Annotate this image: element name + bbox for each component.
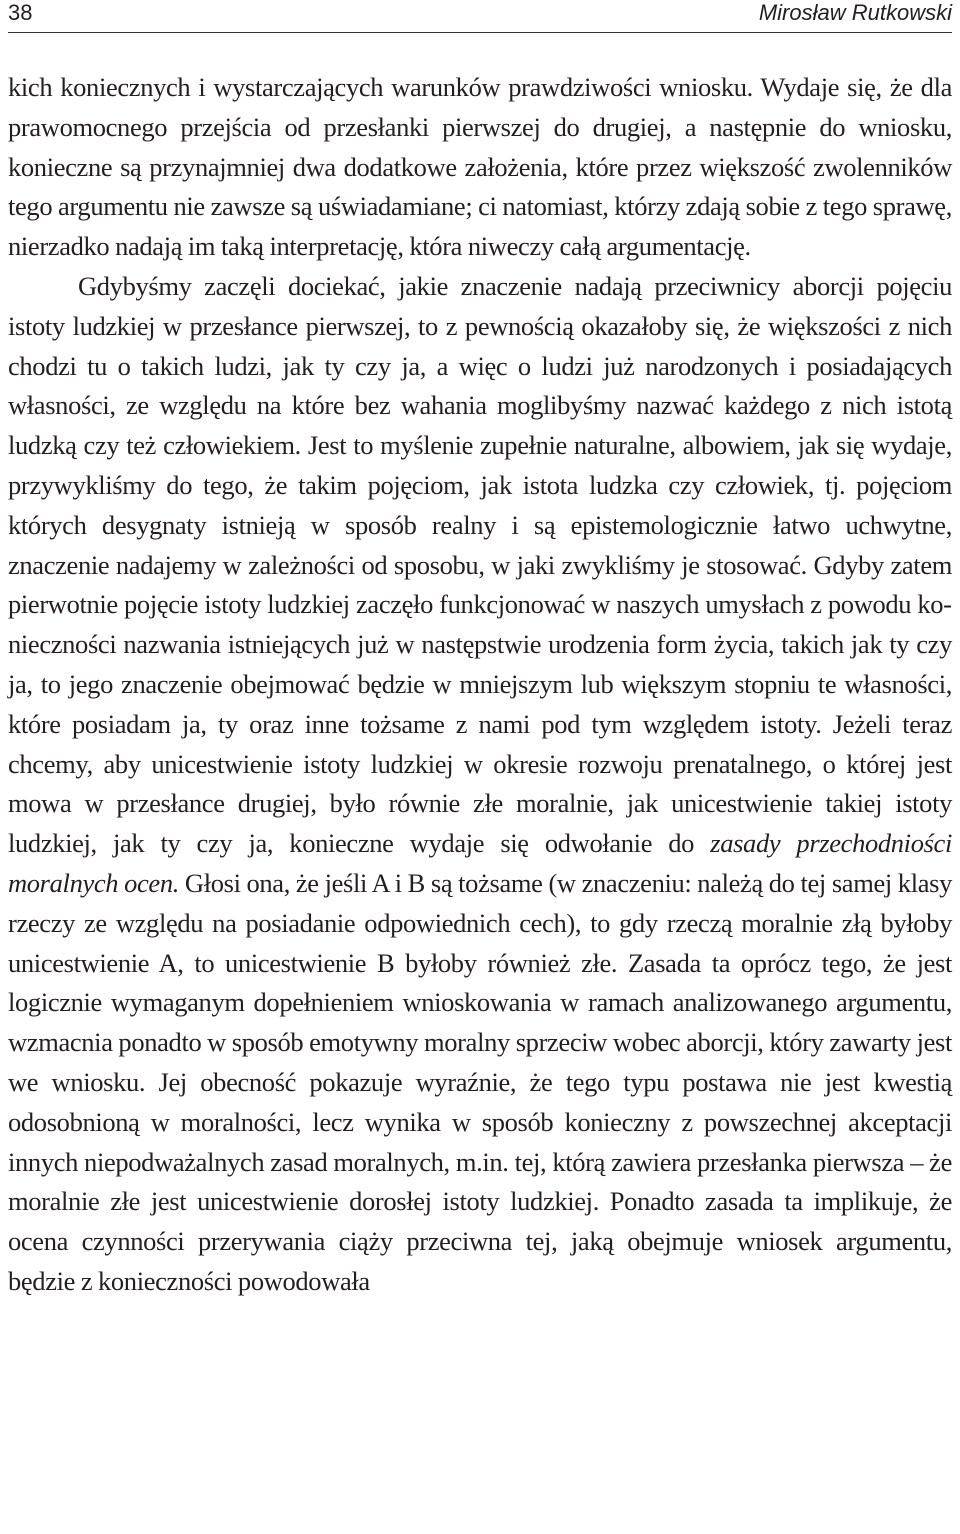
paragraph-2-text-2: Głosi ona, że jeśli A i B są tożsame (w znaczeniu: należą do tej samej klasy rzeczy ze względu na posiadanie odpowiednich cech), to gdy rzeczą moralnie złą byłoby unicestwienie A, to unicestwienie B byłoby również złe. Zasada ta oprócz tego, że jest logicznie wymaganym dopełnieniem wnioskowania w ramach analizowanego argumentu, wzmacnia ponadto w sposób emotywny moralny sprzeciw wobec aborcji, który zawarty jest we wniosku. Jej obecność pokazuje wyraźnie, że tego typu postawa nie jest kwestią odosobnioną w moralności, lecz wynika w sposób konieczny z powszechnej akceptacji innych niepodważalnych zasad moralnych, m.in. tej, którą zawiera przesłanka pierwsza – że moralnie złe jest unicestwienie dorosłej istoty ludzkiej. Ponadto zasada ta implikuje, że ocena czynności przerywania ciąży przeciwna tej, jaką obejmuje wniosek argumentu, będzie z konieczności powodowała bbox=[8, 867, 952, 1296]
paragraph-2-text-1: Gdybyśmy zaczęli dociekać, jakie znaczenie nadają przeciwnicy aborcji pojęciu istoty ludzkiej w przesłance pierwszej, to z pewnością okazałoby się, że większości z nich chodzi tu o takich ludzi, jak ty czy ja, a więc o ludzi już narodzonych i posiadających własności, ze względu na które bez wahania moglibyśmy nazwać każdego z nich istotą ludzką czy też człowiekiem. Jest to myślenie zupełnie naturalne, albowiem, jak się wydaje, przywykliśmy do tego, że takim pojęciom, jak istota ludzka czy człowiek, tj. pojęciom których desygnaty istnieją w sposób realny i są epistemologicznie łatwo uchwytne, znaczenie nadajemy w zależności od sposobu, w jaki zwykliśmy je stosować. Gdyby zatem pierwotnie pojęcie istoty ludzkiej zaczęło funkcjonować w naszych umysłach z powodu konieczności nazwania istniejących już w następstwie urodzenia form życia, takich jak ty czy ja, to jego znaczenie obejmować będzie w mniejszym lub większym stopniu te własności, które posiadam ja, ty oraz inne tożsame z nami pod tym względem istoty. Jeżeli teraz chcemy, aby unicestwienie istoty ludzkiej w okresie rozwoju prenatalnego, o której jest mowa w przesłance drugiej, było równie złe moralnie, jak unicestwienie takiej istoty ludzkiej, jak ty czy ja, konieczne wydaje się odwołanie do bbox=[8, 270, 952, 859]
paragraph-2-italic-term: zasady przechodniości moralnych ocen. bbox=[8, 828, 952, 898]
running-header bbox=[8, 0, 952, 33]
page-number: 38 bbox=[8, 0, 33, 25]
paragraph-1: kich koniecznych i wystarczających warunków prawdziwości wniosku. Wydaje się, że dla prawomocnego przejścia od przesłanki pierwszej do drugiej, a następnie do wniosku, konieczne są przynajmniej dwa dodatkowe założenia, które przez większość zwolenników tego argumentu nie zawsze są uświadamiane; ci natomiast, którzy zdają sobie z tego sprawę, nierzadko nadają im taką interpretację, która niweczy całą argumentację. bbox=[8, 72, 952, 262]
body-text bbox=[8, 68, 952, 1302]
paragraph-2 bbox=[8, 267, 952, 1302]
author-running-head: Mirosław Rutkowski bbox=[758, 0, 952, 25]
